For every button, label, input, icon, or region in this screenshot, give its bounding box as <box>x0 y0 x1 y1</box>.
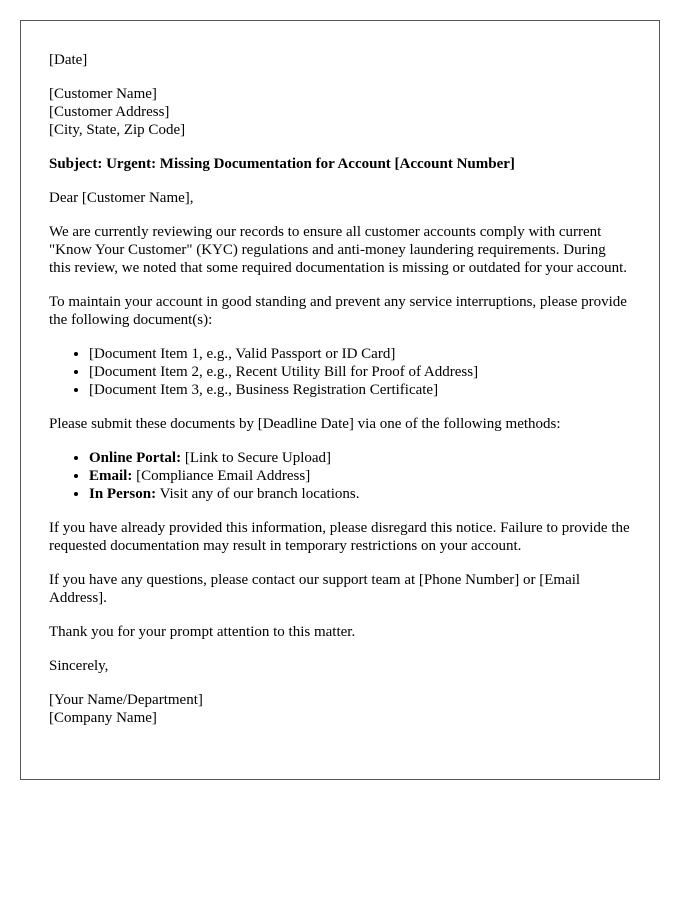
letter-page <box>20 20 660 780</box>
body-paragraph-3: Please submit these documents by [Deadline Date] via one of the following methods: <box>49 416 561 432</box>
body-paragraph-5: If you have any questions, please contact our support team at [Phone Number] or [Email Address]. <box>49 572 581 606</box>
recipient-name: [Customer Name] <box>49 86 157 102</box>
method-value: [Link to Secure Upload] <box>181 450 332 466</box>
method-in-person <box>89 485 631 503</box>
document-item: • [Document Item 3, e.g., Business Registration Certificate] <box>89 381 631 399</box>
method-label: Online Portal: <box>89 450 182 466</box>
body-paragraph-1: We are currently reviewing our records to ensure all customer accounts comply with current "Know Your Customer" (KYC) regulations and anti-money laundering requirements. During this review, we noted that some required documentation is missing or outdated for your account. <box>49 224 628 276</box>
closing: Sincerely, <box>49 658 109 674</box>
signature-block <box>49 691 631 727</box>
recipient-city-state-zip: [City, State, Zip Code] <box>49 122 186 138</box>
document-item: • [Document Item 1, e.g., Valid Passport or ID Card] <box>89 345 631 363</box>
letter-date: [Date] <box>49 52 88 68</box>
recipient-address-block <box>49 85 631 139</box>
document-list <box>49 345 631 399</box>
method-value: [Compliance Email Address] <box>132 468 311 484</box>
body-paragraph-2: To maintain your account in good standing and prevent any service interruptions, please provide the following document(s): <box>49 294 627 328</box>
method-label: In Person: <box>89 486 157 502</box>
letter-subject: Subject: Urgent: Missing Documentation for Account [Account Number] <box>49 156 515 172</box>
method-value: Visit any of our branch locations. <box>156 486 360 502</box>
body-paragraph-6: Thank you for your prompt attention to this matter. <box>49 624 356 640</box>
signature-company: [Company Name] <box>49 710 157 726</box>
submission-methods-list <box>49 449 631 503</box>
recipient-address: [Customer Address] <box>49 104 170 120</box>
signature-name: [Your Name/Department] <box>49 692 203 708</box>
body-paragraph-4: If you have already provided this information, please disregard this notice. Failure to provide the requested documentation may result in temporary restrictions on your account. <box>49 520 630 554</box>
method-email <box>89 467 631 485</box>
method-label: Email: <box>89 468 133 484</box>
document-item: • [Document Item 2, e.g., Recent Utility Bill for Proof of Address] <box>89 363 631 381</box>
method-online-portal <box>89 449 631 467</box>
salutation: Dear [Customer Name], <box>49 190 194 206</box>
